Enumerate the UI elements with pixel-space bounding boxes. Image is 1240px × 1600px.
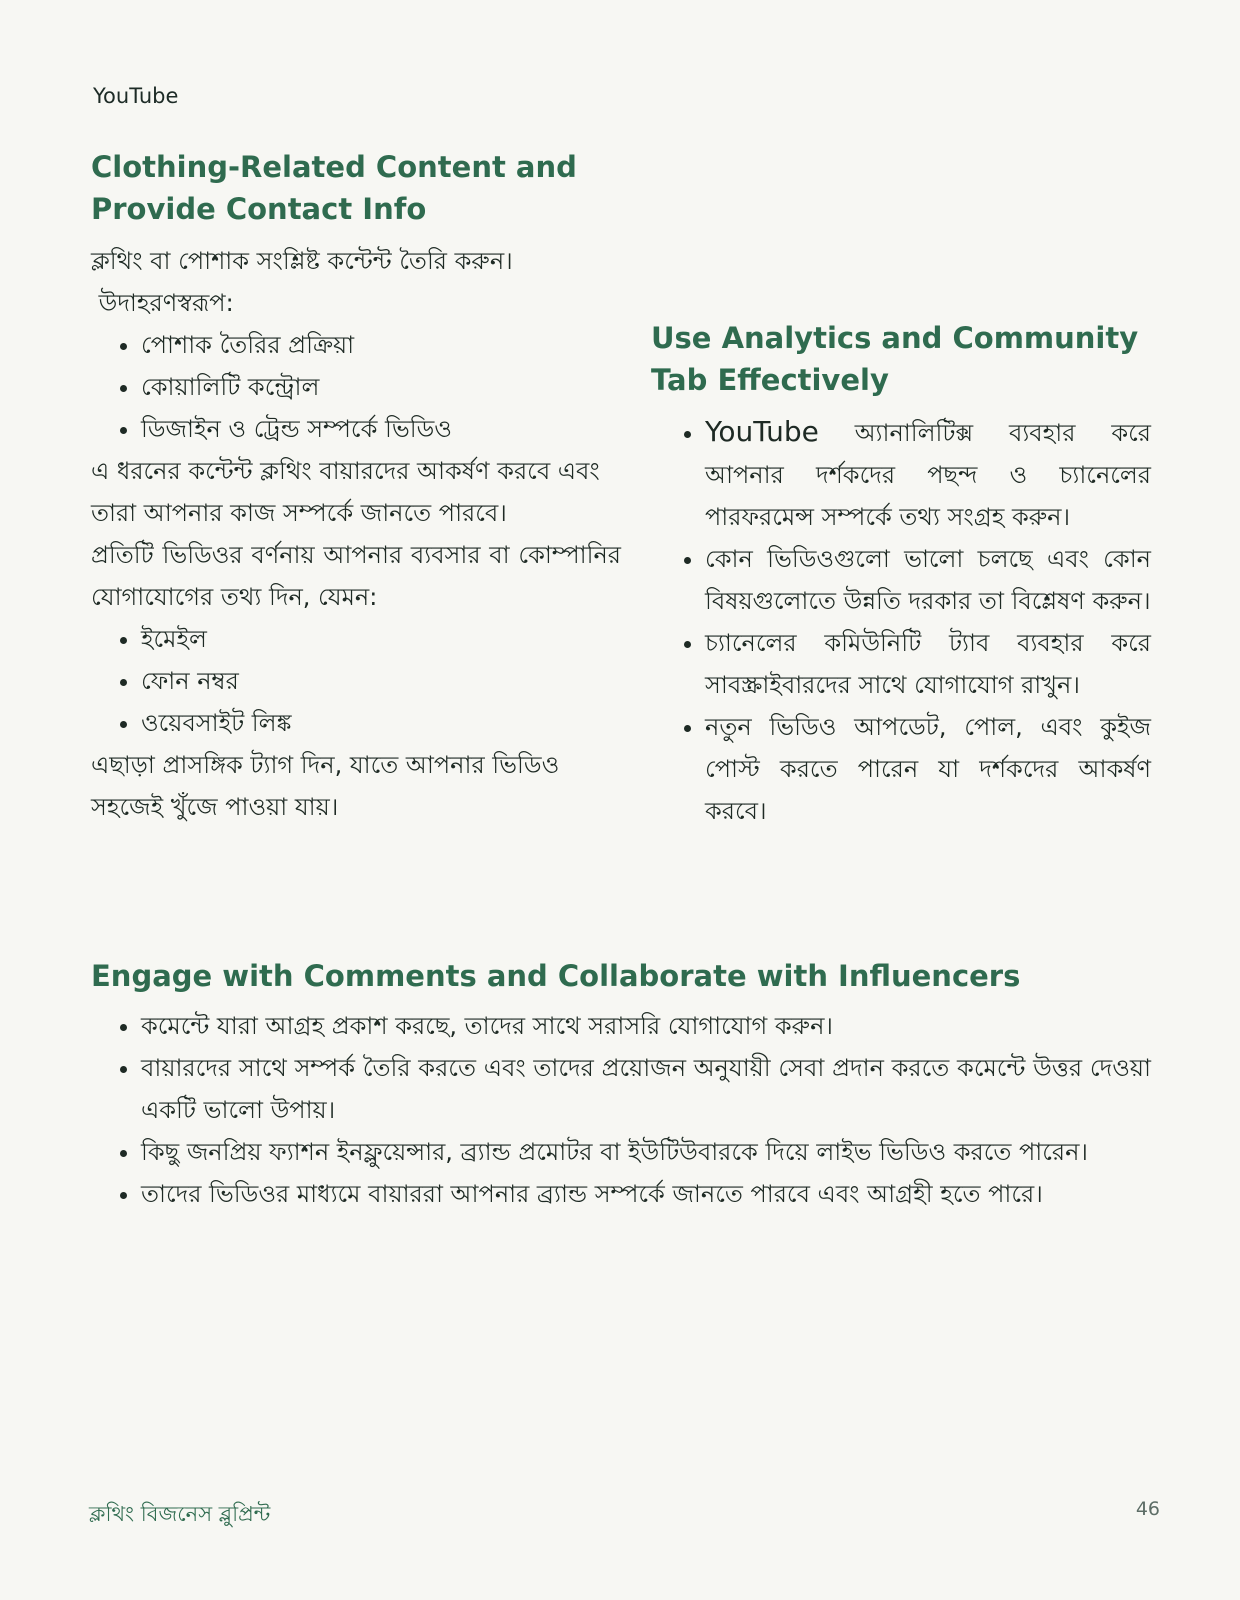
section-title: Clothing-Related Content and Provide Contact Info <box>91 150 577 226</box>
list-item <box>705 411 1151 538</box>
list-item: • তাদের ভিডিওর মাধ্যমে বায়াররা আপনার ব্র্যান্ড সম্পর্কে জানতে পারবে এবং আগ্রহী হতে পারে। <box>141 1173 1151 1215</box>
body-paragraph: এছাড়া প্রাসঙ্গিক ট্যাগ দিন, যাতে আপনার ভিডিও সহজেই খুঁজে পাওয়া যায়। <box>91 751 560 821</box>
list-item: • কিছু জনপ্রিয় ফ্যাশন ইনফ্লুয়েন্সার, ব্র্যান্ড প্রমোটর বা ইউটিউবারকে দিয়ে লাইভ ভিডিও করতে পারেন। <box>141 1131 1151 1173</box>
right-section <box>651 317 1151 832</box>
analytics-list <box>651 411 1151 832</box>
intro-text: ক্লথিং বা পোশাক সংশ্লিষ্ট কন্টেন্ট তৈরি করুন। <box>91 247 513 275</box>
list-item: • কমেন্টে যারা আগ্রহ প্রকাশ করছে, তাদের সাথে সরাসরি যোগাযোগ করুন। <box>141 1005 1151 1047</box>
youtube-lead-text: YouTube <box>705 415 819 448</box>
footer-book-title: ক্লথিং বিজনেস ব্লুপ্রিন্ট <box>89 1502 271 1526</box>
list-item-text: অ্যানালিটিক্স ব্যবহার করে আপনার দর্শকদের পছন্দ ও চ্যানেলের পারফরমেন্স সম্পর্কে তথ্য সংগ্রহ করুন। <box>705 419 1151 531</box>
body-paragraph: প্রতিটি ভিডিওর বর্ণনায় আপনার ব্যবসার বা কোম্পানির যোগাযোগের তথ্য দিন, যেমন: <box>91 541 621 611</box>
page-number: 46 <box>1135 1498 1160 1520</box>
section-title: Use Analytics and Community Tab Effectively <box>651 321 1139 397</box>
list-item: • ডিজাইন ও ট্রেন্ড সম্পর্কে ভিডিও <box>141 408 621 450</box>
list-item: • ফোন নম্বর <box>141 660 621 702</box>
examples-list <box>91 324 621 450</box>
list-item: • বায়ারদের সাথে সম্পর্ক তৈরি করতে এবং তাদের প্রয়োজন অনুযায়ী সেবা প্রদান করতে কমেন্টে উত্তর দেওয়া একটি ভালো উপায়। <box>141 1047 1151 1131</box>
bottom-section <box>91 955 1151 1215</box>
page-header-label: YouTube <box>93 84 179 108</box>
examples-label: উদাহরণস্বরূপ: <box>91 289 234 317</box>
list-item: • কোন ভিডিওগুলো ভালো চলছে এবং কোন বিষয়গুলোতে উন্নতি দরকার তা বিশ্লেষণ করুন। <box>705 538 1151 622</box>
list-item: • নতুন ভিডিও আপডেট, পোল, এবং কুইজ পোস্ট করতে পারেন যা দর্শকদের আকর্ষণ করবে। <box>705 706 1151 832</box>
list-item: • চ্যানেলের কমিউনিটি ট্যাব ব্যবহার করে সাবস্ক্রাইবারদের সাথে যোগাযোগ রাখুন। <box>705 622 1151 706</box>
engage-list <box>91 1005 1151 1215</box>
section-title: Engage with Comments and Collaborate with Influencers <box>91 959 1021 993</box>
list-item: • কোয়ালিটি কন্ট্রোল <box>141 366 621 408</box>
contacts-list <box>91 618 621 744</box>
list-item: • ইমেইল <box>141 618 621 660</box>
list-item: • ওয়েবসাইট লিঙ্ক <box>141 702 621 744</box>
left-section <box>91 146 621 828</box>
list-item: • পোশাক তৈরির প্রক্রিয়া <box>141 324 621 366</box>
body-paragraph: এ ধরনের কন্টেন্ট ক্লথিং বায়ারদের আকর্ষণ করবে এবং তারা আপনার কাজ সম্পর্কে জানতে পারবে। <box>91 457 600 527</box>
